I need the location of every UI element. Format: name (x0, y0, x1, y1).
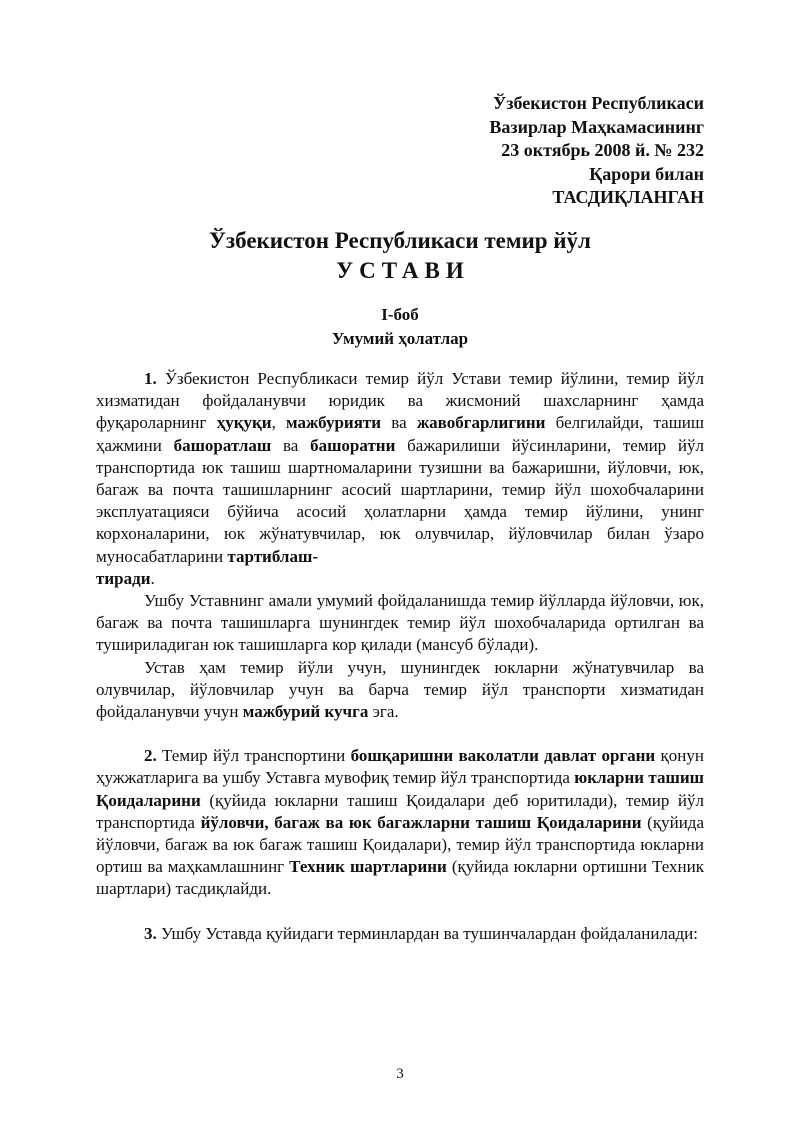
chapter-heading (96, 303, 704, 350)
approval-date-line: 23 октябрь 2008 й. № 232 (501, 140, 704, 160)
paragraph-1-binding: Устав ҳам темир йўли учун, шунингдек юкларни жўнатувчилар ва олувчилар, йўловчилар учун ва барча темир йўл транспорти хизматидан фойдаланувчи учун мажбурий кучга эга. (96, 657, 704, 722)
approval-line: Вазирлар Маҳкамасининг (489, 116, 704, 137)
paragraph-3: 3. Ушбу Уставда қуйидаги терминлардан ва тушинчалардан фойдаланилади: (144, 923, 699, 943)
page-number: 3 (396, 1066, 404, 1082)
document-page (96, 0, 704, 1131)
approval-status: ТАСДИҚЛАНГАН (552, 187, 704, 207)
chapter-name: Умумий ҳолатлар (331, 328, 469, 348)
title-line-2: УСТАВИ (336, 258, 470, 283)
paragraph-number: 3. (144, 923, 157, 943)
document-title (96, 226, 704, 286)
title-line-1: Ўзбекистон Республикаси темир йўл (209, 228, 591, 253)
paragraph-number: 1. (144, 369, 157, 388)
paragraph-1-scope: Ушбу Уставнинг амали умумий фойдаланишда темир йўлларда йўловчи, юк, багаж ва почта ташишларга шунингдек темир йўл шохобчаларида ортилган ва тушириладиган юк ташишларга кор қилади (мансуб бўлади). (96, 591, 704, 655)
approval-stamp-block (489, 92, 704, 210)
paragraph-number: 2. (144, 746, 157, 766)
paragraph-1: 1. Ўзбекистон Республикаси темир йўл Устави темир йўлини, темир йўл хизматидан фойдаланувчи юридик ва жисмоний шахсларнинг ҳамда фуқароларнинг ҳуқуқи, мажбурияти ва жавобгарлигини белгилайди, ташиш ҳажмини башоратлаш ва башоратни бажарилиши йўсинларини, темир йўл транспортида юк ташиш шартномаларини тузишни ва бажаришни, йўловчи, юк, багаж ва почта ташишларнинг асосий шартларини, темир йўл шохобчаларини эксплуатацияси бўйича асосий ҳолатларни ҳамда темир йўлини, унинг корхоналарини, юк жўнатувчилар, юк олувчилар, йўловчилар билан ўзаро муносабатларини тартиблаш- тиради. (96, 369, 704, 588)
approval-line: Ўзбекистон Республикаси (493, 93, 704, 113)
document-body (96, 368, 704, 945)
approval-line: Қарори билан (589, 163, 704, 184)
chapter-number: I-боб (381, 305, 419, 324)
paragraph-2: 2. Темир йўл транспортини бошқаришни ваколатли давлат органи қонун ҳужжатларига ва ушбу Уставга мувофиқ темир йўл транспортида юкларни ташиш Қоидаларини (қуйида юкларни ташиш Қоидалари деб юритилади), темир йўл транспортида йўловчи, багаж ва юк багажларни ташиш Қоидаларини (қуйида йўловчи, багаж ва юк багаж ташиш Қоидалари), темир йўл транспортида юкларни ортиш ва маҳкамлашнинг Техник шартларини (қуйида юкларни ортишни Техник шартлари) тасдиқлайди. (96, 746, 704, 899)
